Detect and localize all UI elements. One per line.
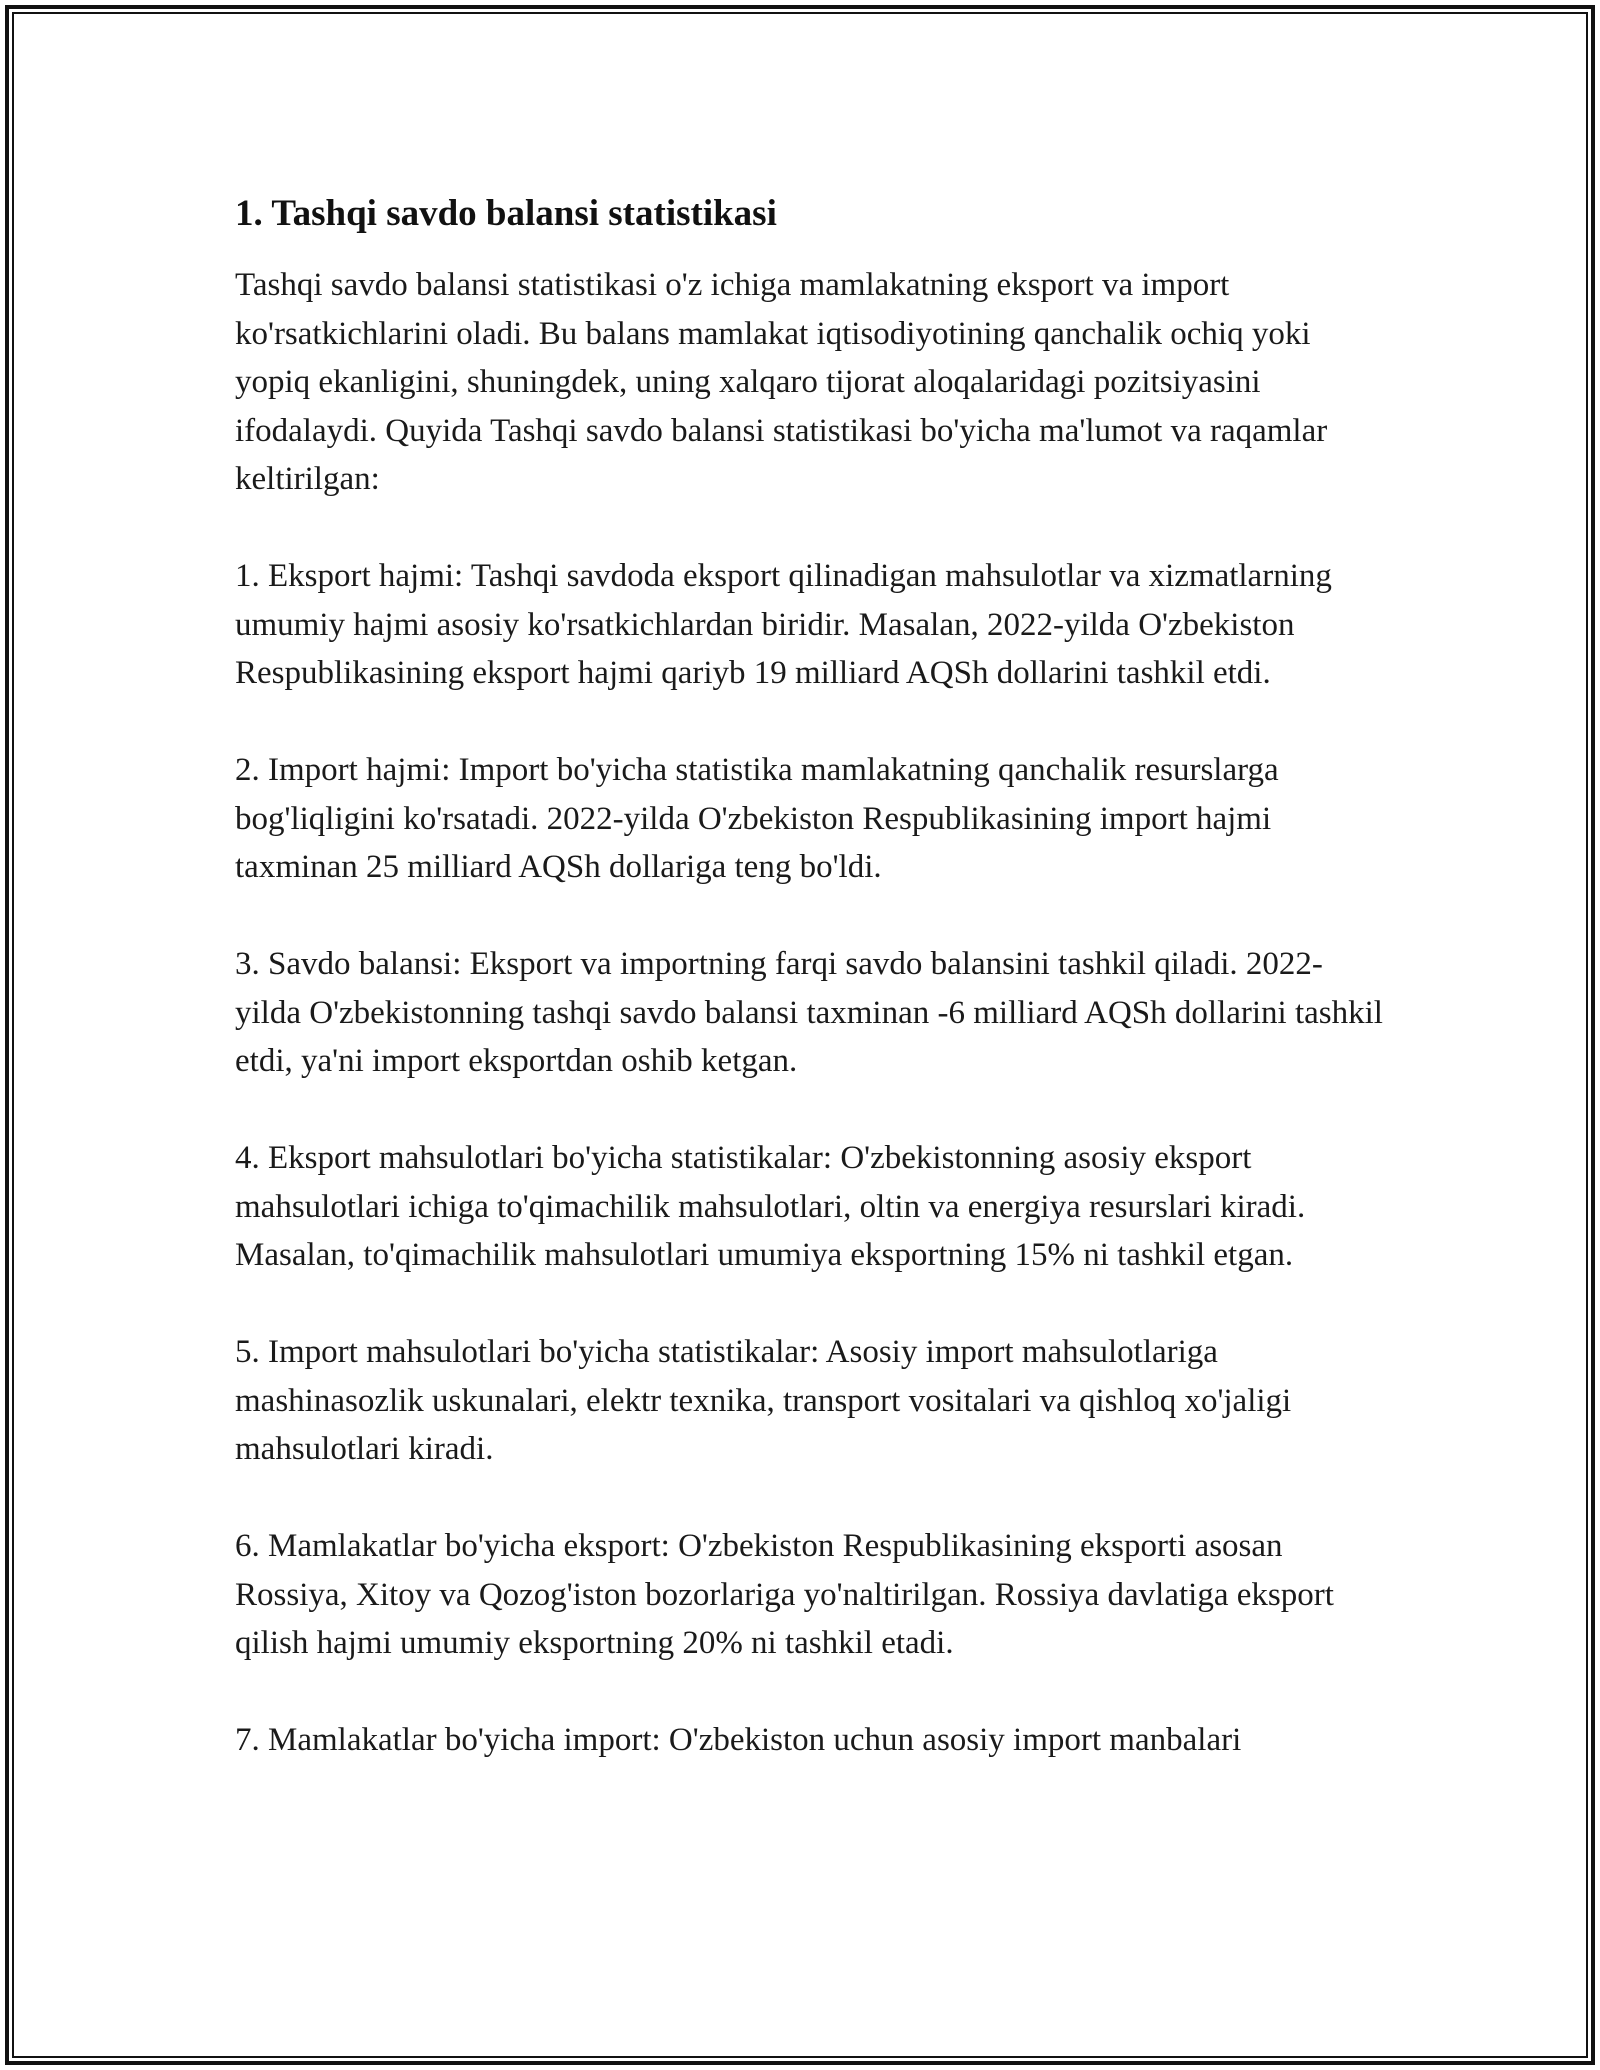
list-item-import-countries: 7. Mamlakatlar bo'yicha import: O'zbekiston uchun asosiy import manbalari bbox=[235, 1722, 1242, 1758]
section-heading: 1. Tashqi savdo balansi statistikasi bbox=[235, 193, 777, 234]
list-item-export-products: 4. Eksport mahsulotlari bo'yicha statistikalar: O'zbekistonning asosiy eksport mahsulotlari ichiga to'qimachilik mahsulotlari, oltin va energiya resurslari kiradi. Masalan, to'qimachilik mahsulotlari umumiya eksportning 15% ni tashkil etgan. bbox=[235, 1140, 1306, 1273]
document-body bbox=[235, 190, 1385, 1765]
list-item-trade-balance: 3. Savdo balansi: Eksport va importning farqi savdo balansini tashkil qiladi. 2022-yilda O'zbekistonning tashqi savdo balansi taxminan -6 milliard AQSh dollarini tashkil etdi, ya'ni import eksportdan oshib ketgan. bbox=[235, 946, 1383, 1079]
list-item-export-volume: 1. Eksport hajmi: Tashqi savdoda eksport qilinadigan mahsulotlar va xizmatlarning umumiy hajmi asosiy ko'rsatkichlardan biridir. Masalan, 2022-yilda O'zbekiston Respublikasining eksport hajmi qariyb 19 milliard AQSh dollarini tashkil etdi. bbox=[235, 558, 1332, 691]
list-item-import-products: 5. Import mahsulotlari bo'yicha statistikalar: Asosiy import mahsulotlariga mashinasozlik uskunalari, elektr texnika, transport vositalari va qishloq xo'jaligi mahsulotlari kiradi. bbox=[235, 1334, 1292, 1467]
intro-paragraph: Tashqi savdo balansi statistikasi o'z ichiga mamlakatning eksport va import ko'rsatkichlarini oladi. Bu balans mamlakat iqtisodiyotining qanchalik ochiq yoki yopiq ekanligini, shuningdek, uning xalqaro tijorat aloqalaridagi pozitsiyasini ifodalaydi. Quyida Tashqi savdo balansi statistikasi bo'yicha ma'lumot va raqamlar keltirilgan: bbox=[235, 267, 1328, 497]
list-item-export-countries: 6. Mamlakatlar bo'yicha eksport: O'zbekiston Respublikasining eksporti asosan Rossiya, Xitoy va Qozog'iston bozorlariga yo'naltirilgan. Rossiya davlatiga eksport qilish hajmi umumiy eksportning 20% ni tashkil etadi. bbox=[235, 1528, 1334, 1661]
list-item-import-volume: 2. Import hajmi: Import bo'yicha statistika mamlakatning qanchalik resurslarga bog'liqligini ko'rsatadi. 2022-yilda O'zbekiston Respublikasining import hajmi taxminan 25 milliard AQSh dollariga teng bo'ldi. bbox=[235, 752, 1279, 885]
